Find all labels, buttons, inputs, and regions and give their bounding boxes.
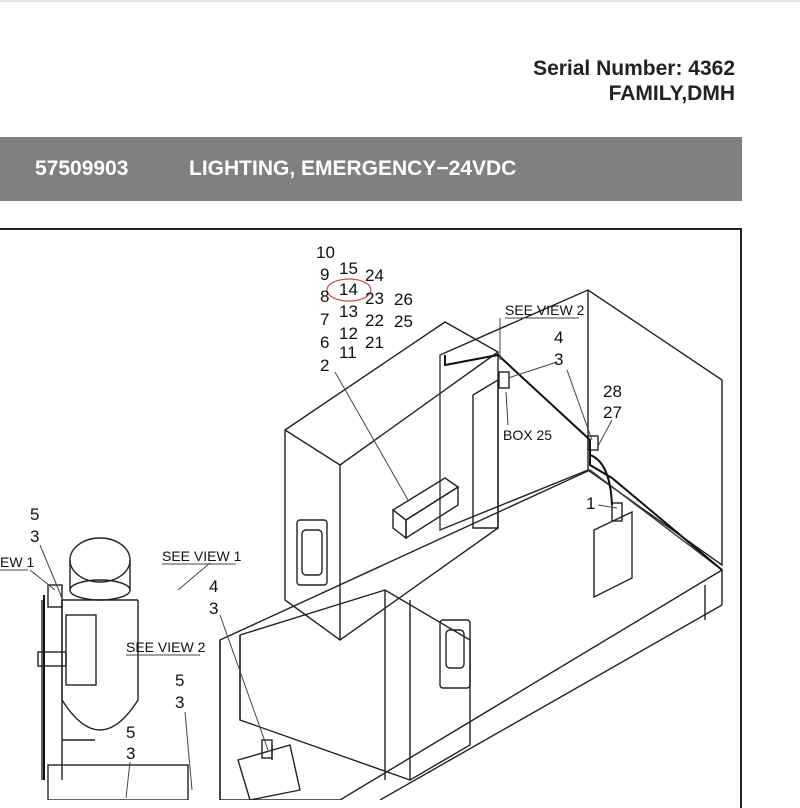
part-title: LIGHTING, EMERGENCY−24VDC	[189, 157, 517, 180]
callout-14: 14	[339, 280, 358, 299]
callout-27: 27	[603, 403, 622, 422]
callout-10: 10	[316, 243, 335, 262]
callout-4-top: 4	[554, 328, 564, 347]
callout-13: 13	[339, 302, 358, 321]
callout-28: 28	[603, 382, 622, 401]
callout-2: 2	[320, 356, 330, 375]
see-view-2-left: SEE VIEW 2	[126, 639, 206, 655]
callout-3-top: 3	[554, 350, 564, 369]
callout-4-mid: 4	[209, 577, 219, 596]
callout-5-left: 5	[30, 505, 40, 524]
box-label: BOX 25	[503, 427, 553, 443]
lower-bin	[238, 740, 300, 800]
dust-collector	[38, 538, 188, 800]
platform-floor	[220, 470, 722, 800]
callout-8: 8	[320, 287, 330, 306]
callout-3-left: 3	[30, 527, 40, 546]
callout-15: 15	[339, 259, 358, 278]
callout-12: 12	[339, 324, 358, 343]
front-cabinet	[220, 590, 470, 800]
callout-5-mid: 5	[175, 671, 185, 690]
family-code: FAMILY,DMH	[608, 82, 735, 105]
callout-9: 9	[320, 265, 330, 284]
callout-3-mid: 3	[209, 599, 219, 618]
callout-3-mid-low: 3	[175, 693, 185, 712]
part-number: 57509903	[35, 157, 129, 180]
rear-enclosure	[440, 290, 722, 565]
callout-25: 25	[394, 312, 413, 331]
callout-11: 11	[339, 343, 357, 362]
see-view-1-left: EW 1	[0, 554, 35, 570]
callout-1: 1	[586, 494, 596, 513]
callout-22: 22	[365, 311, 384, 330]
callout-3-bottom: 3	[126, 744, 136, 763]
callout-labels	[30, 243, 622, 763]
leader-lines	[30, 318, 617, 798]
callout-21: 21	[365, 333, 384, 352]
callout-7: 7	[320, 310, 330, 329]
callout-26: 26	[394, 290, 413, 309]
callout-23: 23	[365, 289, 384, 308]
callout-24: 24	[365, 266, 384, 285]
serial-number: Serial Number: 4362	[533, 57, 735, 80]
see-view-1-mid: SEE VIEW 1	[162, 548, 242, 564]
middle-cabinet	[285, 322, 498, 640]
see-view-2-top: SEE VIEW 2	[505, 302, 585, 318]
callout-6: 6	[320, 333, 330, 352]
callout-5-bottom: 5	[126, 723, 136, 742]
